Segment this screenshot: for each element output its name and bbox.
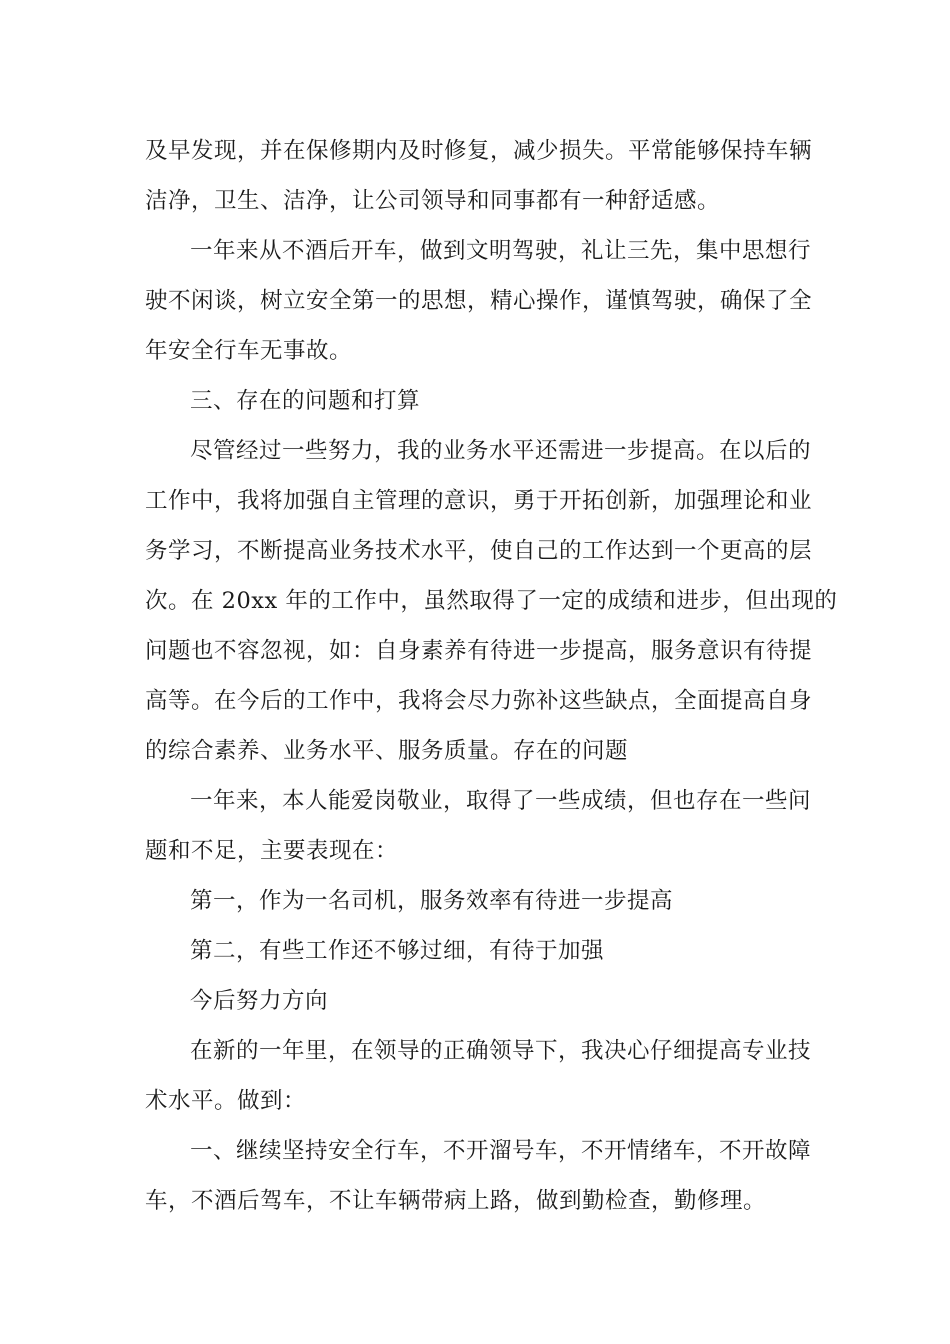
document-body (145, 126, 838, 1226)
text-line: 工作中，我将加强自主管理的意识，勇于开拓创新，加强理论和业 (145, 488, 813, 514)
text-line: 第二，有些工作还不够过细，有待于加强 (190, 938, 605, 964)
section-heading: 今后努力方向 (190, 988, 329, 1014)
text-line: 第一，作为一名司机，服务效率有待进一步提高 (190, 888, 674, 914)
text-line: 车，不酒后驾车，不让车辆带病上路，做到勤检查，勤修理。 (145, 1188, 767, 1214)
text-line: 洁净，卫生、洁净，让公司领导和同事都有一种舒适感。 (145, 188, 721, 214)
text-line: 一年来从不酒后开车，做到文明驾驶，礼让三先，集中思想行 (190, 238, 812, 264)
text-line: 年安全行车无事故。 (145, 338, 353, 364)
text-line: 在新的一年里，在领导的正确领导下，我决心仔细提高专业技 (190, 1038, 812, 1064)
text-line: 次。在 20xx 年的工作中，虽然取得了一定的成绩和进步，但出现的 (145, 588, 838, 614)
text-line: 及早发现，并在保修期内及时修复，减少损失。平常能够保持车辆 (145, 138, 813, 164)
text-line: 一、继续坚持安全行车，不开溜号车，不开情绪车，不开故障 (190, 1138, 812, 1164)
text-line: 题和不足，主要表现在： (145, 838, 399, 864)
text-line: 务学习，不断提高业务技术水平，使自己的工作达到一个更高的层 (145, 538, 813, 564)
text-line: 一年来，本人能爱岗敬业，取得了一些成绩，但也存在一些问 (190, 788, 812, 814)
text-line: 的综合素养、业务水平、服务质量。存在的问题 (145, 738, 629, 764)
text-line: 驶不闲谈，树立安全第一的思想，精心操作，谨慎驾驶，确保了全 (145, 288, 813, 314)
text-line: 高等。在今后的工作中，我将会尽力弥补这些缺点，全面提高自身 (145, 688, 813, 714)
text-line: 术水平。做到： (145, 1088, 307, 1114)
section-heading: 三、存在的问题和打算 (190, 388, 421, 414)
text-line: 问题也不容忽视，如：自身素养有待进一步提高，服务意识有待提 (145, 638, 813, 664)
text-line: 尽管经过一些努力，我的业务水平还需进一步提高。在以后的 (190, 438, 812, 464)
